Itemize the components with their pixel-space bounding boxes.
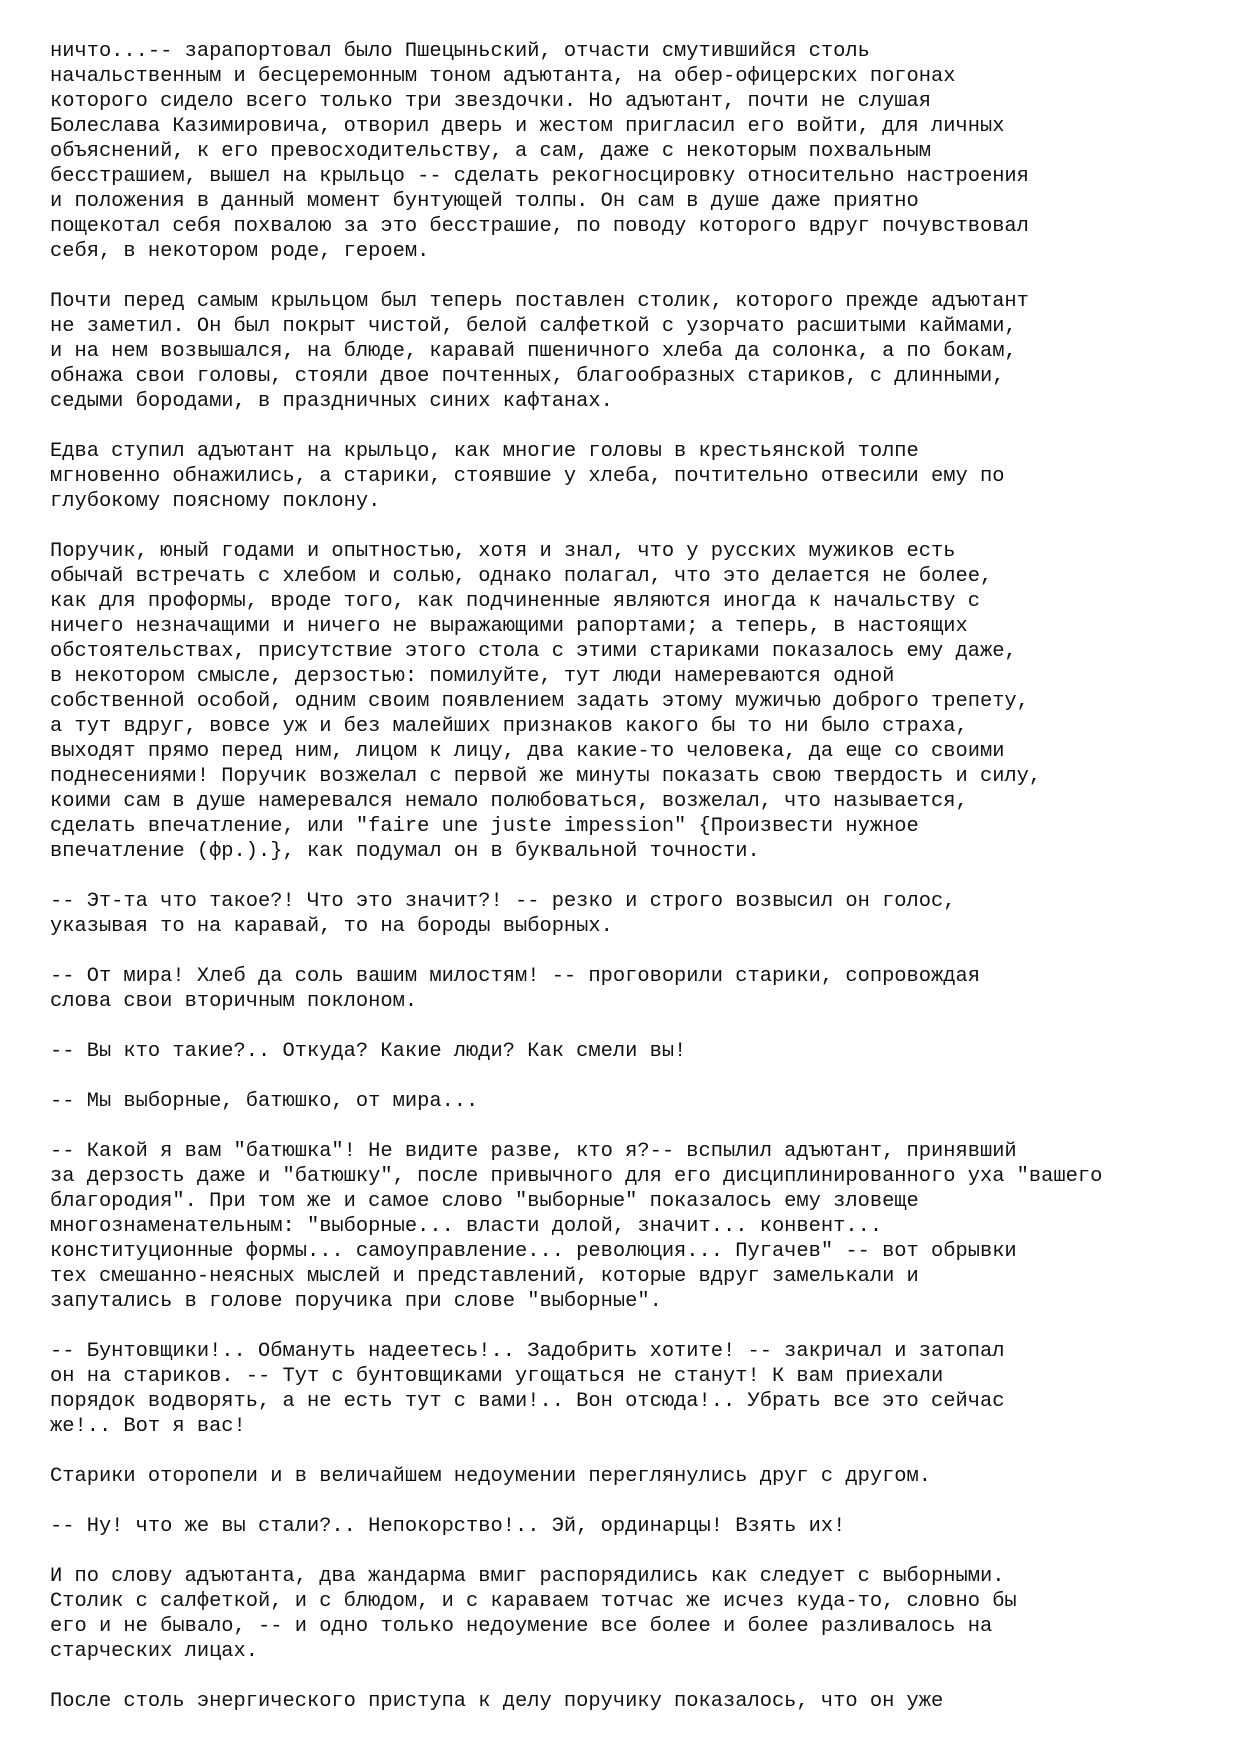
paragraph-8: -- Мы выборные, батюшко, от мира... [50, 1090, 479, 1113]
paragraph-9: -- Какой я вам "батюшка"! Не видите разве, кто я?-- вспылил адъютант, принявший за дерзость даже и "батюшку", после привычного для его дисциплинированного уха "вашего благородия". При том же и самое слово "выборные" показалось ему зловеще многознаменательным: "выборные... власти долой, значит... конвент... конституционные формы... самоуправление... революция... Пугачев" -- вот обрывки тех смешанно-неясных мыслей и представлений, которые вдруг замелькали и запутались в голове поручика при слове "выборные". [50, 1140, 1103, 1313]
paragraph-11: Старики оторопели и в величайшем недоумении переглянулись друг с другом. [50, 1465, 932, 1488]
paragraph-6: -- От мира! Хлеб да соль вашим милостям! -- проговорили старики, сопровождая слова свои вторичным поклоном. [50, 965, 980, 1013]
paragraph-5: -- Эт-та что такое?! Что это значит?! -- резко и строго возвысил он голос, указывая то на каравай, то на бороды выборных. [50, 890, 956, 938]
paragraph-4: Поручик, юный годами и опытностью, хотя и знал, что у русских мужиков есть обычай встречать с хлебом и солью, однако полагал, что это делается не более, как для проформы, вроде того, как подчиненные являются иногда к начальству с ничего незначащими и ничего не выражающими рапортами; а теперь, в настоящих обстоятельствах, присутствие этого стола с этими стариками показалось ему даже, в некотором смысле, дерзостью: помилуйте, тут люди намереваются одной собственной особой, одним своим появлением задать этому мужичью доброго трепету, а тут вдруг, вовсе уж и без малейших признаков какого бы то ни было страха, выходят прямо перед ним, лицом к лицу, два какие-то человека, да еще со своими поднесениями! Поручик возжелал с первой же минуты показать свою твердость и силу, коими сам в душе намеревался немало полюбоваться, возжелал, что называется, сделать впечатление, или "faire une juste impession" {Произвести нужное впечатление (фр.).}, как подумал он в буквальной точности. [50, 540, 1042, 863]
paragraph-1: ничто...-- зарапортовал было Пшецыньский, отчасти смутившийся столь начальственным и бесцеремонным тоном адъютанта, на обер-офицерских погонах которого сидело всего только три звездочки. Но адъютант, почти не слушая Болеслава Казимировича, отворил дверь и жестом пригласил его войти, для личных объяснений, к его превосходительству, а сам, даже с некоторым похвальным бесстрашием, вышел на крыльцо -- сделать рекогносцировку относительно настроения и положения в данный момент бунтующей толпы. Он сам в душе даже приятно пощекотал себя похвалою за это бесстрашие, по поводу которого вдруг почувствовал себя, в некотором роде, героем. [50, 40, 1029, 263]
paragraph-7: -- Вы кто такие?.. Откуда? Какие люди? Как смели вы! [50, 1040, 687, 1063]
paragraph-12: -- Ну! что же вы стали?.. Непокорство!.. Эй, ординарцы! Взять их! [50, 1515, 846, 1538]
document-page [50, 39, 1230, 1714]
paragraph-14: После столь энергического приступа к делу поручику показалось, что он уже [50, 1690, 944, 1713]
paragraph-13: И по слову адъютанта, два жандарма вмиг распорядились как следует с выборными. Столик с салфеткой, и с блюдом, и с караваем тотчас же исчез куда-то, словно бы его и не бывало, -- и одно только недоумение все более и более разливалось на старческих лицах. [50, 1565, 1017, 1663]
paragraph-10: -- Бунтовщики!.. Обмануть надеетесь!.. Задобрить хотите! -- закричал и затопал он на стариков. -- Тут с бунтовщиками угощаться не станут! К вам приехали порядок водворять, а не есть тут с вами!.. Вон отсюда!.. Убрать все это сейчас же!.. Вот я вас! [50, 1340, 1005, 1438]
paragraph-3: Едва ступил адъютант на крыльцо, как многие головы в крестьянской толпе мгновенно обнажились, а старики, стоявшие у хлеба, почтительно отвесили ему по глубокому поясному поклону. [50, 440, 1005, 513]
paragraph-2: Почти перед самым крыльцом был теперь поставлен столик, которого прежде адъютант не заметил. Он был покрыт чистой, белой салфеткой с узорчато расшитыми каймами, и на нем возвышался, на блюде, каравай пшеничного хлеба да солонка, а по бокам, обнажа свои головы, стояли двое почтенных, благообразных стариков, с длинными, седыми бородами, в праздничных синих кафтанах. [50, 290, 1029, 413]
